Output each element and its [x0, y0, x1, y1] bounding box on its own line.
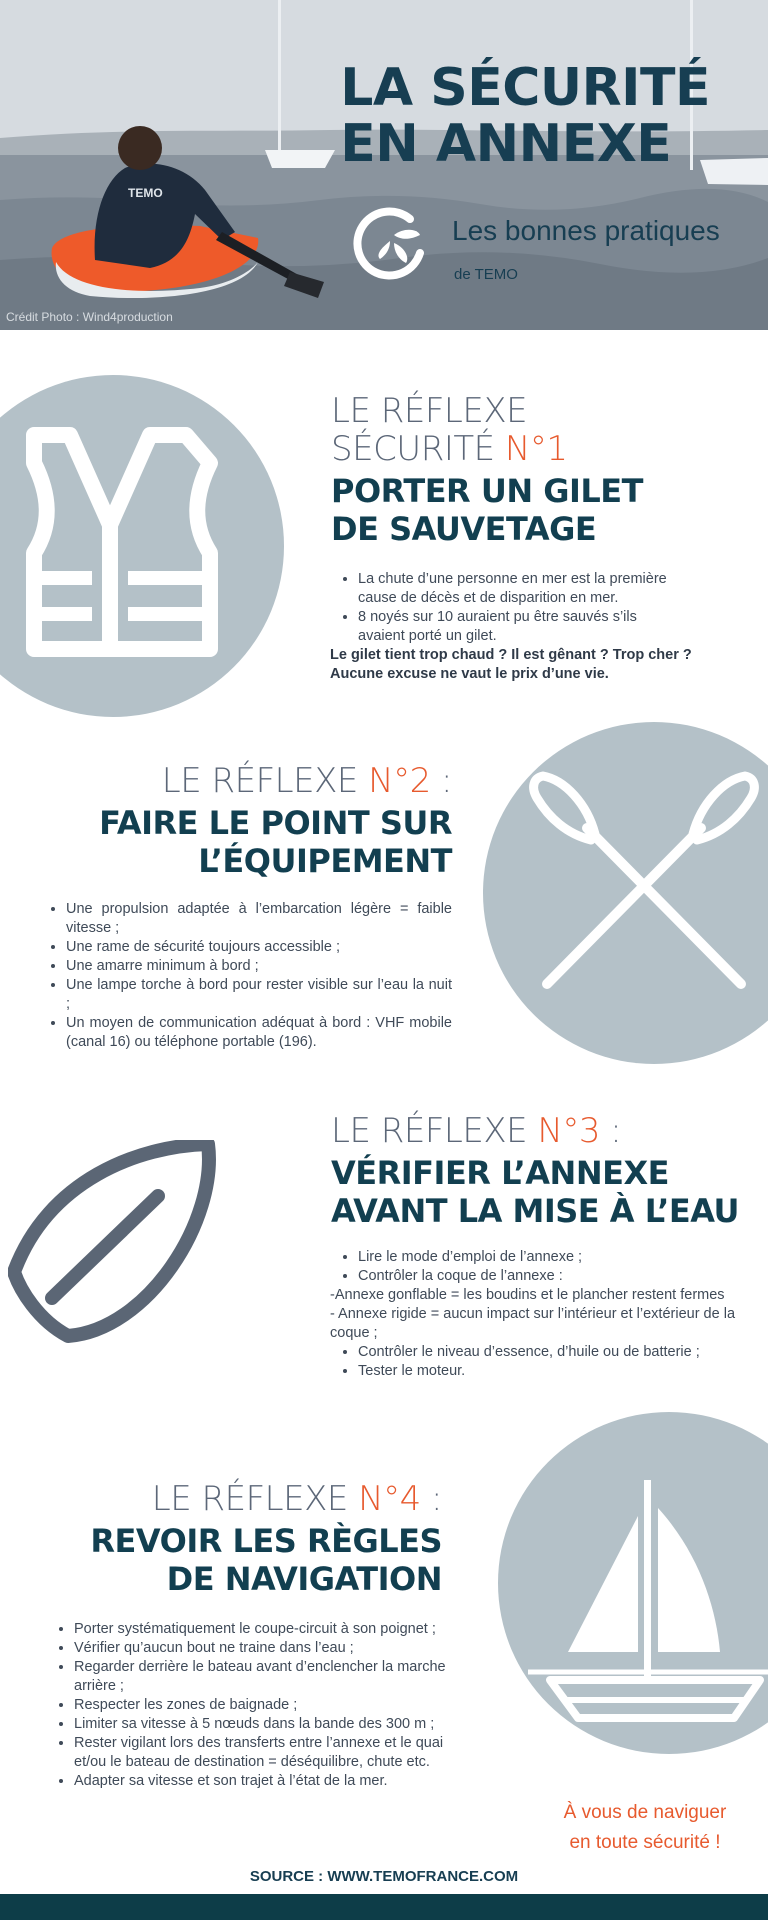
photo-credit: Crédit Photo : Wind4production — [6, 310, 173, 324]
hero-banner — [0, 0, 768, 330]
list-item: • La chute d’une personne en mer est la première cause de décès et de disparition en mer. — [358, 570, 675, 608]
section-4-body — [52, 1620, 447, 1791]
section-1-note: Le gilet tient trop chaud ? Il est gênant ? Trop cher ? Aucune excuse ne vaut le prix d’une vie. — [330, 647, 692, 682]
section-3-headline: VÉRIFIER L’ANNEXE AVANT LA MISE À L’EAU — [331, 1154, 740, 1230]
section-3-heading — [331, 1112, 761, 1230]
section-4-kicker: LE RÉFLEXE N°4 : — [151, 1479, 442, 1519]
section-4-heading — [30, 1480, 442, 1598]
section-3-kicker: LE RÉFLEXE N°3 : — [331, 1111, 622, 1151]
section-3-line-2: - Annexe rigide = aucun impact sur l’intérieur et l’extérieur de la coque ; — [330, 1306, 736, 1341]
list-item: • Tester le moteur. — [358, 1362, 740, 1381]
section-2-heading — [40, 762, 452, 880]
section-4-circle — [498, 1412, 768, 1754]
jacket-logo-text: TEMO — [128, 186, 163, 200]
source-link[interactable]: SOURCE : WWW.TEMOFRANCE.COM — [249, 1868, 519, 1885]
section-2-number: N°2 — [368, 761, 431, 801]
hero-subtitle: Les bonnes pratiques — [452, 215, 720, 246]
hero-title-line-2: EN ANNEXE — [340, 114, 672, 174]
crossed-oars-icon — [483, 722, 768, 1064]
section-2-circle — [483, 722, 768, 1064]
section-2-headline: FAIRE LE POINT SUR L’ÉQUIPEMENT — [99, 804, 452, 880]
list-item: • 8 noyés sur 10 auraient pu être sauvés s’ils avaient porté un gilet. — [358, 608, 675, 646]
section-4-bullets — [52, 1620, 447, 1791]
footer-bar — [0, 1894, 768, 1920]
section-4-number: N°4 — [358, 1479, 421, 1519]
section-2-kicker: LE RÉFLEXE N°2 : — [161, 761, 452, 801]
sailboat-icon — [498, 1412, 768, 1754]
list-item: • Limiter sa vitesse à 5 nœuds dans la bande des 300 m ; — [74, 1715, 447, 1734]
closing-message: À vous de naviguer en toute sécurité ! — [563, 1802, 727, 1853]
list-item: • Contrôler la coque de l’annexe : — [358, 1267, 740, 1286]
section-1-bullets — [330, 570, 675, 646]
section-3-line-1: -Annexe gonflable = les boudins et le plancher restent fermes — [330, 1287, 725, 1303]
section-2-body — [44, 900, 452, 1052]
section-3-number: N°3 — [537, 1111, 600, 1151]
list-item: • Un moyen de communication adéquat à bord : VHF mobile (canal 16) ou téléphone portable (196). — [66, 1014, 452, 1052]
section-4-headline: REVOIR LES RÈGLES DE NAVIGATION — [90, 1522, 442, 1598]
section-1-circle — [0, 375, 284, 717]
list-item: • Regarder derrière le bateau avant d’enclencher la marche arrière ; — [74, 1658, 447, 1696]
boat-hull-icon — [8, 1140, 220, 1352]
list-item: • Porter systématiquement le coupe-circuit à son poignet ; — [74, 1620, 447, 1639]
list-item: • Adapter sa vitesse et son trajet à l’état de la mer. — [74, 1772, 447, 1791]
list-item: • Respecter les zones de baignade ; — [74, 1696, 447, 1715]
list-item: • Rester vigilant lors des transferts entre l’annexe et le quai et/ou le bateau de destination = déséquilibre, chute etc. — [74, 1734, 447, 1772]
list-item: • Une amarre minimum à bord ; — [66, 957, 452, 976]
hero-title — [340, 60, 710, 172]
section-3-bullets-a — [330, 1248, 740, 1286]
section-1-number: N°1 — [504, 429, 568, 469]
hero-byline: de TEMO — [454, 266, 518, 283]
life-vest-icon — [0, 375, 284, 717]
section-1-heading — [331, 392, 751, 548]
list-item: • Contrôler le niveau d’essence, d’huile ou de batterie ; — [358, 1343, 740, 1362]
list-item: • Une rame de sécurité toujours accessible ; — [66, 938, 452, 957]
section-1-body — [330, 570, 692, 684]
list-item: • Lire le mode d’emploi de l’annexe ; — [358, 1248, 740, 1267]
section-1-kicker: LE RÉFLEXE SÉCURITÉ N°1 — [331, 391, 568, 469]
list-item: • Une lampe torche à bord pour rester visible sur l’eau la nuit ; — [66, 976, 452, 1014]
section-3-body — [330, 1248, 740, 1381]
list-item: • Une propulsion adaptée à l’embarcation légère = faible vitesse ; — [66, 900, 452, 938]
list-item: • Vérifier qu’aucun bout ne traine dans l’eau ; — [74, 1639, 447, 1658]
temo-logo-icon — [350, 205, 432, 287]
section-2-bullets — [44, 900, 452, 1052]
section-3-bullets-b — [330, 1343, 740, 1381]
hero-title-line-1: LA SÉCURITÉ — [340, 58, 710, 118]
section-1-headline: PORTER UN GILET DE SAUVETAGE — [331, 472, 643, 548]
